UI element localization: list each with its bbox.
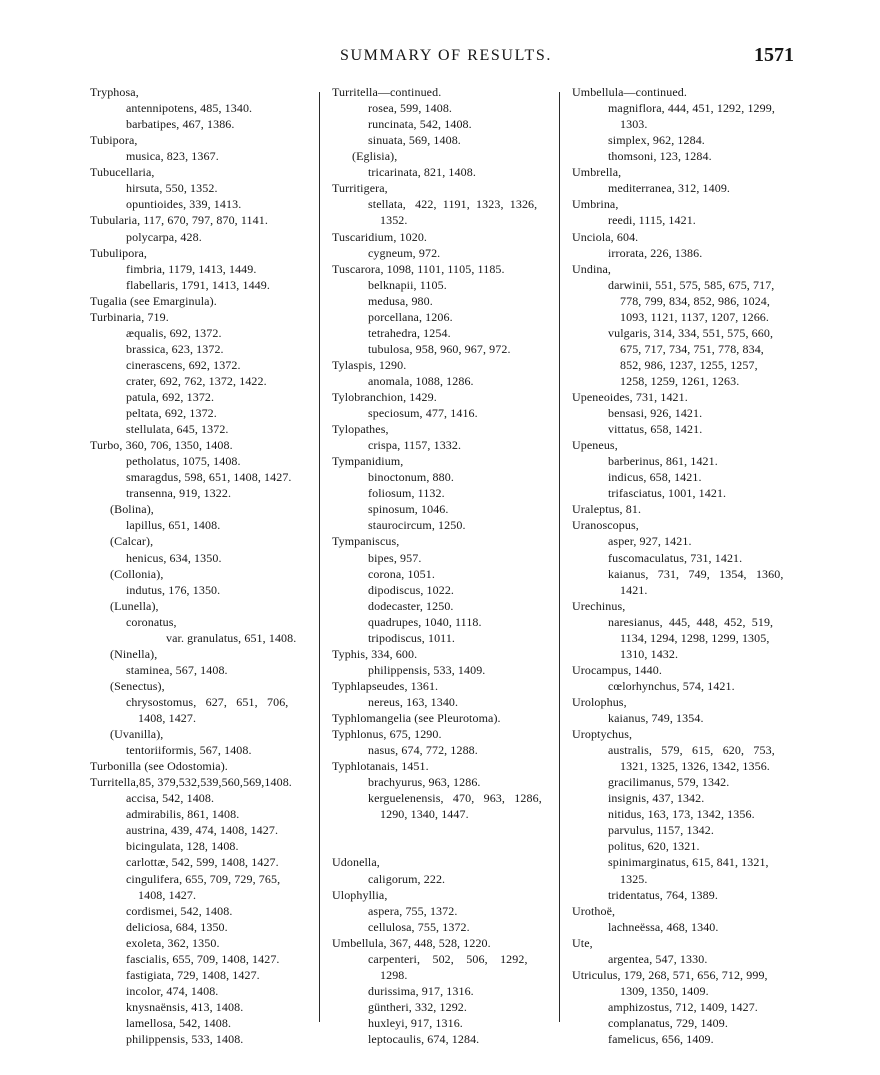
index-subentry: durissima, 917, 1316. [368,983,474,998]
index-subentry: petholatus, 1075, 1408. [126,454,241,469]
index-heading: Uraleptus, 81. [572,502,642,517]
index-subentry: nasus, 674, 772, 1288. [368,743,478,758]
index-subentry: huxleyi, 917, 1316. [368,1015,463,1030]
index-subentry: deliciosa, 684, 1350. [126,919,228,934]
index-subentry: var. granulatus, 651, 1408. [166,630,297,645]
index-heading: Tylaspis, 1290. [332,357,407,372]
index-subentry: tripodiscus, 1011. [368,630,456,645]
index-subentry: rosea, 599, 1408. [368,101,453,116]
index-heading: Tympanidium, [332,454,404,469]
index-subentry: 1352. [380,213,408,228]
index-heading: Turbonilla (see Odostomia). [90,759,228,774]
index-subentry: philippensis, 533, 1408. [126,1032,244,1046]
index-subentry: 1298. [380,967,408,982]
index-subentry: (Ninella), [110,646,158,661]
index-subentry: dodecaster, 1250. [368,598,454,613]
index-subentry: güntheri, 332, 1292. [368,999,467,1014]
index-subentry: tetrahedra, 1254. [368,325,451,340]
index-subentry: 1321, 1325, 1326, 1342, 1356. [620,759,770,774]
index-subentry: 675, 717, 734, 751, 778, 834, [620,341,764,356]
index-subentry: (Senectus), [110,678,165,693]
index-heading: Ute, [572,935,593,950]
index-heading: Typhlapseudes, 1361. [332,678,439,693]
index-heading: Urothoë, [572,903,616,918]
index-subentry: 1134, 1294, 1298, 1299, 1305, [620,630,770,645]
index-subentry: bensasi, 926, 1421. [608,406,703,420]
index-subentry: cordismei, 542, 1408. [126,903,233,918]
index-subentry: leptocaulis, 674, 1284. [368,1032,480,1046]
index-subentry: parvulus, 1157, 1342. [608,823,714,838]
index-heading: Umbellula, 367, 448, 528, 1220. [332,935,491,950]
index-subentry: 1408, 1427. [138,711,197,725]
index-subentry: bicingulata, 128, 1408. [126,839,239,854]
index-heading: Umbrina, [572,197,619,212]
index-subentry: fuscomaculatus, 731, 1421. [608,550,743,565]
index-subentry: brachyurus, 963, 1286. [368,775,481,790]
index-subentry: (Eglisia), [352,149,398,164]
index-subentry: corona, 1051. [368,566,435,581]
index-subentry: admirabilis, 861, 1408. [126,807,240,822]
index-subentry: vulgaris, 314, 334, 551, 575, 660, [608,325,774,340]
index-subentry: magniflora, 444, 451, 1292, 1299, [608,101,775,116]
index-subentry: famelicus, 656, 1409. [608,1032,714,1046]
index-subentry: peltata, 692, 1372. [126,406,217,420]
index-heading: Urocampus, 1440. [572,662,662,677]
index-heading: Turritigera, [332,181,388,196]
index-subentry: cingulifera, 655, 709, 729, 765, [126,871,281,886]
index-subentry: staminea, 567, 1408. [126,662,228,677]
index-subentry: philippensis, 533, 1409. [368,662,486,677]
index-heading: Uranoscopus, [572,518,639,533]
index-subentry: dipodiscus, 1022. [368,582,455,597]
index-subentry: indutus, 176, 1350. [126,582,221,597]
index-subentry: lamellosa, 542, 1408. [126,1015,232,1030]
column-divider [559,92,560,1022]
index-subentry: australis, 579, 615, 620, 753, [608,743,775,758]
index-subentry: spinosum, 1046. [368,502,449,517]
index-subentry: hirsuta, 550, 1352. [126,181,218,196]
index-subentry: musica, 823, 1367. [126,149,219,164]
page-number: 1571 [754,44,794,66]
index-subentry: runcinata, 542, 1408. [368,117,472,132]
index-subentry: politus, 620, 1321. [608,839,700,854]
index-heading: Turritella,85, 379,532,539,560,569,1408. [90,775,292,790]
index-subentry: incolor, 474, 1408. [126,983,219,998]
page-header [0,44,880,73]
index-heading: Tryphosa, [90,85,139,99]
index-heading: Undina, [572,261,612,276]
index-subentry: knysnaënsis, 413, 1408. [126,999,244,1014]
index-subentry: tricarinata, 821, 1408. [368,165,476,180]
index-subentry: crater, 692, 762, 1372, 1422. [126,373,267,388]
index-heading: Tugalia (see Emarginula). [90,293,217,308]
index-heading: Turbinaria, 719. [90,309,169,324]
index-subentry: fascialis, 655, 709, 1408, 1427. [126,951,280,966]
index-heading: Urechinus, [572,598,626,613]
index-subentry: (Lunella), [110,598,159,613]
index-subentry: brassica, 623, 1372. [126,341,224,356]
index-heading: Typhis, 334, 600. [332,646,418,661]
index-subentry: 852, 986, 1237, 1255, 1257, [620,357,758,372]
index-subentry: asper, 927, 1421. [608,534,692,549]
index-subentry: opuntioides, 339, 1413. [126,197,242,212]
index-heading: Typhlonus, 675, 1290. [332,727,442,741]
index-subentry: 1093, 1121, 1137, 1207, 1266. [620,309,770,324]
index-heading: Typhlotanais, 1451. [332,759,429,774]
index-subentry: smaragdus, 598, 651, 1408, 1427. [126,470,292,485]
index-heading: Upeneus, [572,438,618,453]
index-subentry: 1309, 1350, 1409. [620,983,709,998]
index-heading: Udonella, [332,855,380,870]
index-subentry: simplex, 962, 1284. [608,133,705,148]
index-heading: Tylobranchion, 1429. [332,389,437,404]
index-subentry: polycarpa, 428. [126,229,202,244]
index-subentry: nitidus, 163, 173, 1342, 1356. [608,807,755,822]
index-subentry: antennipotens, 485, 1340. [126,101,253,116]
index-subentry: irrorata, 226, 1386. [608,245,703,260]
index-subentry: naresianus, 445, 448, 452, 519, [608,614,774,629]
index-heading: Tuscarora, 1098, 1101, 1105, 1185. [332,261,505,276]
index-subentry: 1325. [620,871,648,886]
index-heading: Umbrella, [572,165,622,180]
index-subentry: kaianus, 731, 749, 1354, 1360, [608,566,784,581]
index-subentry: belknapii, 1105. [368,277,447,292]
index-subentry: (Collonia), [110,566,164,581]
index-subentry: tubulosa, 958, 960, 967, 972. [368,341,511,356]
index-subentry: trifasciatus, 1001, 1421. [608,486,727,501]
index-subentry: accisa, 542, 1408. [126,791,215,806]
index-subentry: speciosum, 477, 1416. [368,406,478,420]
index-heading: Tubularia, 117, 670, 797, 870, 1141. [90,213,268,228]
index-subentry: crispa, 1157, 1332. [368,438,462,453]
index-subentry: argentea, 547, 1330. [608,951,708,966]
index-subentry: (Bolina), [110,502,154,517]
running-title: SUMMARY OF RESULTS. [340,47,552,64]
index-heading: Tubipora, [90,133,138,148]
index-heading: Uroptychus, [572,727,633,741]
index-subentry: exoleta, 362, 1350. [126,935,220,950]
index-subentry: foliosum, 1132. [368,486,445,501]
index-subentry: barberinus, 861, 1421. [608,454,718,469]
index-heading: Tubulipora, [90,245,147,260]
index-subentry: (Uvanilla), [110,727,164,741]
index-subentry: transenna, 919, 1322. [126,486,232,501]
column-divider [319,92,320,1022]
index-subentry: 1408, 1427. [138,887,197,902]
index-subentry: 1421. [620,582,648,597]
index-subentry: cellulosa, 755, 1372. [368,919,470,934]
index-subentry: complanatus, 729, 1409. [608,1015,728,1030]
index-subentry: lapillus, 651, 1408. [126,518,221,533]
index-heading: Urolophus, [572,694,627,709]
index-heading: Turritella—continued. [332,85,442,99]
index-heading: Typhlomangelia (see Pleurotoma). [332,711,501,725]
index-subentry: binoctonum, 880. [368,470,454,485]
index-subentry: carpenteri, 502, 506, 1292, [368,951,528,966]
index-subentry: 1258, 1259, 1261, 1263. [620,373,740,388]
index-subentry: lachneëssa, 468, 1340. [608,919,719,934]
index-subentry: darwinii, 551, 575, 585, 675, 717, [608,277,775,292]
index-subentry: stellulata, 645, 1372. [126,422,229,437]
index-subentry: 1303. [620,117,648,132]
index-subentry: medusa, 980. [368,293,433,308]
index-subentry: fimbria, 1179, 1413, 1449. [126,261,257,276]
index-subentry: tridentatus, 764, 1389. [608,887,718,902]
index-subentry: stellata, 422, 1191, 1323, 1326, [368,197,538,212]
index-subentry: (Calcar), [110,534,154,549]
index-heading: Tuscaridium, 1020. [332,229,428,244]
index-subentry: nereus, 163, 1340. [368,694,459,709]
index-subentry: tentoriiformis, 567, 1408. [126,743,252,758]
index-subentry: anomala, 1088, 1286. [368,373,474,388]
index-heading: Tympaniscus, [332,534,400,549]
index-subentry: æqualis, 692, 1372. [126,325,222,340]
index-subentry: bipes, 957. [368,550,422,565]
index-subentry: fastigiata, 729, 1408, 1427. [126,967,260,982]
index-subentry: carlottæ, 542, 599, 1408, 1427. [126,855,279,870]
index-subentry: spinimarginatus, 615, 841, 1321, [608,855,769,870]
index-heading: Turbo, 360, 706, 1350, 1408. [90,438,233,453]
index-subentry: amphizostus, 712, 1409, 1427. [608,999,758,1014]
index-subentry: henicus, 634, 1350. [126,550,222,565]
index-subentry: indicus, 658, 1421. [608,470,702,485]
index-heading: Unciola, 604. [572,229,639,244]
index-subentry: barbatipes, 467, 1386. [126,117,235,132]
index-heading: Utriculus, 179, 268, 571, 656, 712, 999, [572,967,768,982]
index-subentry: 1310, 1432. [620,646,679,661]
index-subentry: 1290, 1340, 1447. [380,807,469,822]
index-subentry: sinuata, 569, 1408. [368,133,461,148]
index-heading: Upeneoides, 731, 1421. [572,389,688,404]
index-subentry: kerguelenensis, 470, 963, 1286, [368,791,542,806]
index-subentry: quadrupes, 1040, 1118. [368,614,482,629]
index-subentry: porcellana, 1206. [368,309,453,324]
index-subentry: mediterranea, 312, 1409. [608,181,731,196]
index-subentry: cinerascens, 692, 1372. [126,357,241,372]
index-subentry: aspera, 755, 1372. [368,903,458,918]
index-heading: Tylopathes, [332,422,389,437]
index-subentry: cygneum, 972. [368,245,441,260]
index-subentry: thomsoni, 123, 1284. [608,149,712,164]
index-heading: Ulophyllia, [332,887,388,902]
index-subentry: kaianus, 749, 1354. [608,711,704,725]
index-subentry: austrina, 439, 474, 1408, 1427. [126,823,279,838]
index-heading: Tubucellaria, [90,165,155,180]
index-subentry: coronatus, [126,614,177,629]
index-subentry: reedi, 1115, 1421. [608,213,696,228]
index-subentry: insignis, 437, 1342. [608,791,705,806]
index-heading: Umbellula—continued. [572,85,687,99]
index-subentry: staurocircum, 1250. [368,518,466,533]
index-subentry: chrysostomus, 627, 651, 706, [126,694,289,709]
index-subentry: 778, 799, 834, 852, 986, 1024, [620,293,770,308]
index-subentry: patula, 692, 1372. [126,389,215,404]
index-subentry: flabellaris, 1791, 1413, 1449. [126,277,270,292]
index-subentry: cœlorhynchus, 574, 1421. [608,678,735,693]
index-subentry: caligorum, 222. [368,871,446,886]
index-subentry: gracilimanus, 579, 1342. [608,775,730,790]
index-subentry: vittatus, 658, 1421. [608,422,703,437]
